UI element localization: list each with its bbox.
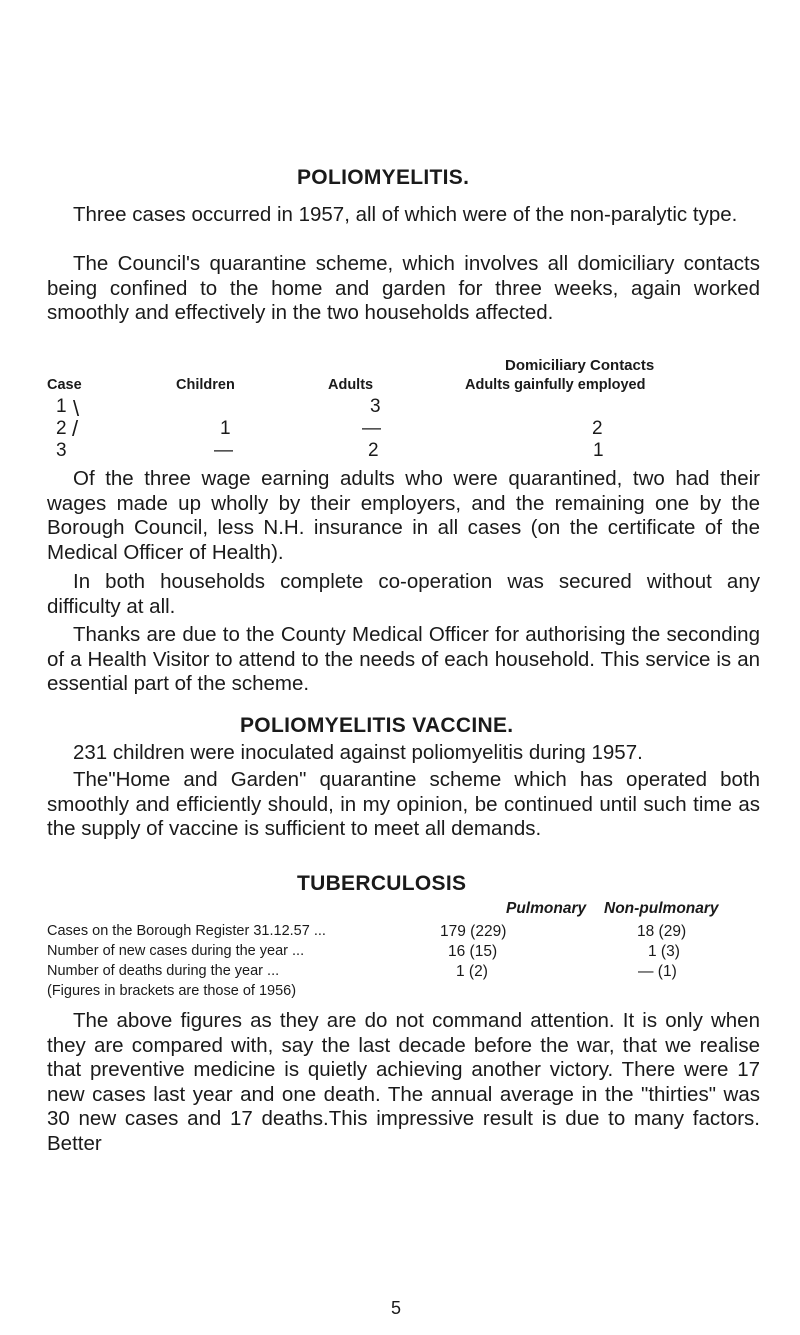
contacts-row-1-case: 1 [56,396,67,417]
tb-header-pulmonary: Pulmonary [506,900,587,917]
vaccine-paragraph-1: 231 children were inoculated against poliomyelitis during 1957. [73,741,643,764]
polio-paragraph-5: Thanks are due to the County Medical Officer for authorising the seconding of a Health Visitor to attend to the needs of each household. This service is an essential part of the scheme. [47,623,760,695]
tb-row-3-non-pulmonary: — (1) [638,963,677,980]
vaccine-paragraph-2: The"Home and Garden" quarantine scheme which has operated both smoothly and efficiently should, in my opinion, be continued until such time as the supply of vaccine is sufficient to meet all demands. [47,768,760,840]
contacts-row-1-adults: 3 [370,396,381,417]
tb-row-3-pulmonary: 1 (2) [456,963,488,980]
tb-row-1-pulmonary: 179 (229) [440,923,507,940]
tb-footnote: (Figures in brackets are those of 1956) [47,983,297,999]
vaccine-heading: POLIOMYELITIS VACCINE. [240,714,514,737]
tb-row-1-non-pulmonary: 18 (29) [637,923,687,940]
contacts-row-2-employed: 2 [592,418,603,439]
contacts-group-header: Domiciliary Contacts [505,357,655,374]
contacts-row-3-adults: 2 [368,440,379,461]
contacts-row-3-children: — [214,440,233,461]
contacts-header-case: Case [47,377,82,393]
tb-heading: TUBERCULOSIS [297,872,467,895]
polio-paragraph-2: The Council's quarantine scheme, which involves all domiciliary contacts being confined to the home and garden for three weeks, again worked smoothly and effectively in the two households affected. [47,252,760,324]
tb-header-non-pulmonary: Non-pulmonary [604,900,719,917]
polio-paragraph-3: Of the three wage earning adults who were quarantined, two had their wages made up wholly by their employers, and the remaining one by the Borough Council, less N.H. insurance in all cases (on the certificate of the Medical Officer of Health). [47,467,760,564]
contacts-row-3-employed: 1 [593,440,604,461]
tb-row-3-label: Number of deaths during the year ... [47,963,280,979]
polio-paragraph-1: Three cases occurred in 1957, all of which were of the non-paralytic type. [73,203,738,226]
tb-row-1-label: Cases on the Borough Register 31.12.57 ... [47,923,326,939]
brace-bottom: / [72,416,79,441]
polio-paragraph-4: In both households complete co-operation was secured without any difficulty at all. [47,570,760,618]
contacts-header-children: Children [176,377,235,393]
page-number: 5 [391,1298,402,1318]
tb-row-2-pulmonary: 16 (15) [448,943,498,960]
contacts-row-2-case: 2 [56,418,67,439]
polio-heading: POLIOMYELITIS. [297,166,470,189]
tb-row-2-label: Number of new cases during the year ... [47,943,305,959]
brace-top: \ [73,396,80,421]
contacts-row-2-children: 1 [220,418,231,439]
tb-paragraph-1: The above figures as they are do not command attention. It is only when they are compared with, say the last decade before the war, that we realise that preventive medicine is quietly achieving another victory. There were 17 new cases last year and one death. The annual average in the "thirties" was 30 new cases and 17 deaths.This impressive result is due to many factors. Better [47,1009,760,1155]
contacts-row-2-adults: — [362,418,381,439]
tb-row-2-non-pulmonary: 1 (3) [648,943,680,960]
contacts-header-employed: Adults gainfully employed [465,377,646,393]
contacts-row-3-case: 3 [56,440,67,461]
contacts-header-adults: Adults [328,377,374,393]
